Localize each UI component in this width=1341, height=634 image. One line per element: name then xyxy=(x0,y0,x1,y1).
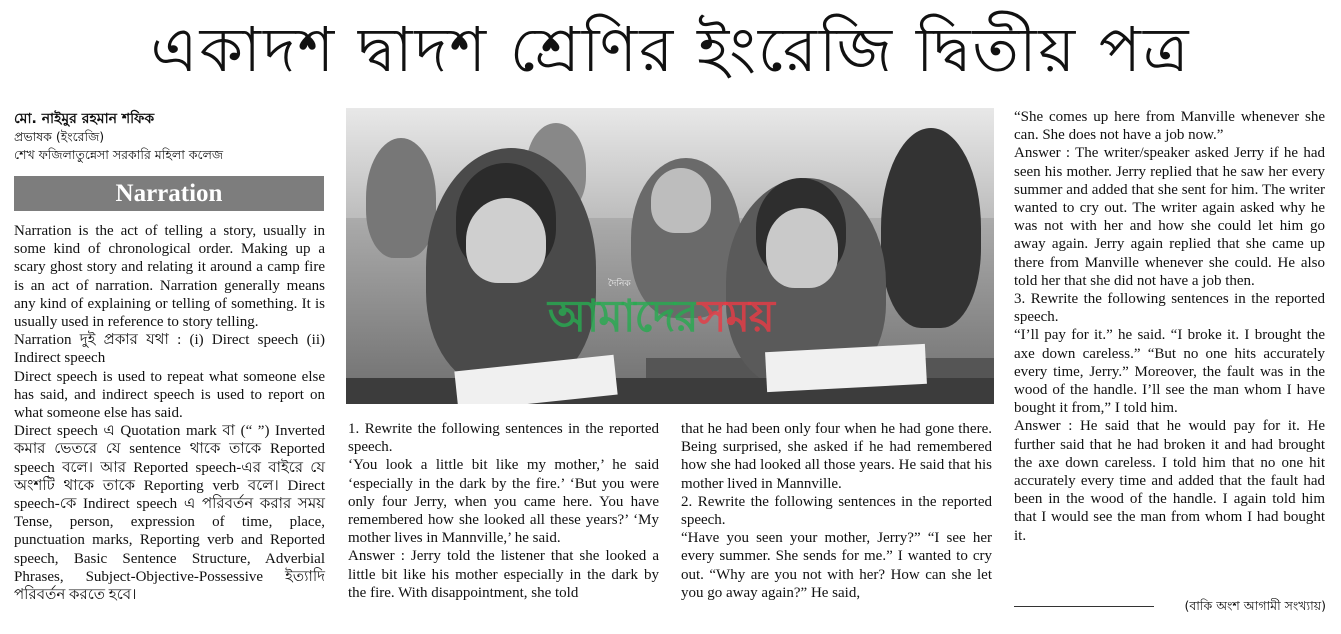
newspaper-watermark-logo xyxy=(496,286,826,348)
paragraph: “I’ll pay for it.” he said. “I broke it. I brought the axe down careless.” “But no one hits accurately every time, Jerry.” Moreover, the fault was in the wood of the handle. I’ll see the man whom I have bought it from,” I told him. xyxy=(1014,327,1325,417)
author-name: মো. নাইমুর রহমান শফিক xyxy=(14,111,155,127)
paragraph: Answer : He said that he would pay for it. He further said that he had broken it and had brought the axe down careless. I told him that no one hit accurately every time and added that the fault had been in the wood of the handle. I again told him that I would see the man from whom I had bought it. xyxy=(1014,418,1325,544)
author-role: প্রভাষক (ইংরেজি) xyxy=(14,129,105,144)
paragraph: “Have you seen your mother, Jerry?” “I see her every summer. She sends for me.” I wanted to cry out. “Why are you not with her? How can she let you go away again?” He said, xyxy=(681,530,992,601)
photo-student xyxy=(366,138,436,258)
paragraph: that he had been only four when he had gone there. Being surprised, she asked if he had remembered how she had looked all those years. He said that his mother lived in Mannville. xyxy=(681,421,992,492)
paragraph: “She comes up here from Manville whenever she can. She does not have a job now.” xyxy=(1014,109,1325,144)
classroom-photo xyxy=(346,108,994,404)
paragraph: 1. Rewrite the following sentences in the reported speech. xyxy=(348,421,659,456)
author-byline xyxy=(14,110,334,164)
page-headline: একাদশ দ্বাদশ শ্রেণির ইংরেজি দ্বিতীয় পত্র xyxy=(150,13,1191,86)
continued-divider xyxy=(1014,606,1154,607)
paragraph: Narration is the act of telling a story, usually in some kind of chronological order. Making up a scary ghost story and relating it around a camp fire is an act of narration. Narration generally means any kind of explaining or telling of something. It is usually used in reference to story telling. xyxy=(14,223,325,331)
continued-note: (বাকি অংশ আগামী সংখ্যায়) xyxy=(1184,598,1326,613)
article-column-2 xyxy=(348,420,659,602)
paragraph: Answer : Jerry told the listener that she looked a little bit like his mother especially in the dark by the fire. With disappointment, she told xyxy=(348,548,659,601)
photo-face xyxy=(766,208,838,288)
photo-face xyxy=(651,168,711,233)
article-column-1 xyxy=(14,222,325,604)
article-column-4 xyxy=(1014,108,1325,545)
photo-face xyxy=(466,198,546,283)
paragraph: Direct speech এ Quotation mark বা (“ ”) Inverted কমার ভেতরে যে sentence থাকে তাকে Reported speech বলে। আর Reported speech-এর বাইরে যে অংশটি থাকে তাকে Reporting verb বলে। Direct speech-কে Indirect speech এ পরিবর্তন করার সময় Tense, person, expression of time, place, punctuation marks, Reporting verb and Reported speech, Basic Sentence Structure, Adverbial Phrases, Subject-Objective-Possessive ইত্যাদি পরিবর্তন করতে হবে। xyxy=(14,423,325,604)
photo-exam-paper xyxy=(765,344,927,392)
paragraph: Narration দুই প্রকার যথা : (i) Direct speech (ii) Indirect speech xyxy=(14,332,325,367)
section-title: Narration xyxy=(14,176,324,211)
paragraph: ‘You look a little bit like my mother,’ he said ‘especially in the dark by the fire.’ ‘But you were only four Jerry, when you came here. You have remembered how she looked all these years?’ ‘My mother lives in Mannville,’ he said. xyxy=(348,457,659,547)
paragraph: 2. Rewrite the following sentences in the reported speech. xyxy=(681,493,992,529)
watermark-tagline: দৈনিক xyxy=(608,279,631,289)
photo-student xyxy=(881,128,981,328)
article-column-3 xyxy=(681,420,992,602)
watermark-part-2: সময় xyxy=(697,291,774,342)
watermark-part-1: আমাদের xyxy=(548,291,698,342)
paragraph: Answer : The writer/speaker asked Jerry if he had seen his mother. Jerry replied that he saw her every summer and added that she sent for him. The writer wanted to cry out. The writer again asked why he was not with her and how she could let him go away again. Jerry again replied that she came up there from Manville whenever she could. He also told her that she did not have a job then. xyxy=(1014,145,1325,289)
author-college: শেখ ফজিলাতুন্নেসা সরকারি মহিলা কলেজ xyxy=(14,147,224,162)
paragraph: 3. Rewrite the following sentences in the reported speech. xyxy=(1014,291,1325,326)
paragraph: Direct speech is used to repeat what someone else has said, and indirect speech is used to report on what someone else has said. xyxy=(14,368,325,422)
